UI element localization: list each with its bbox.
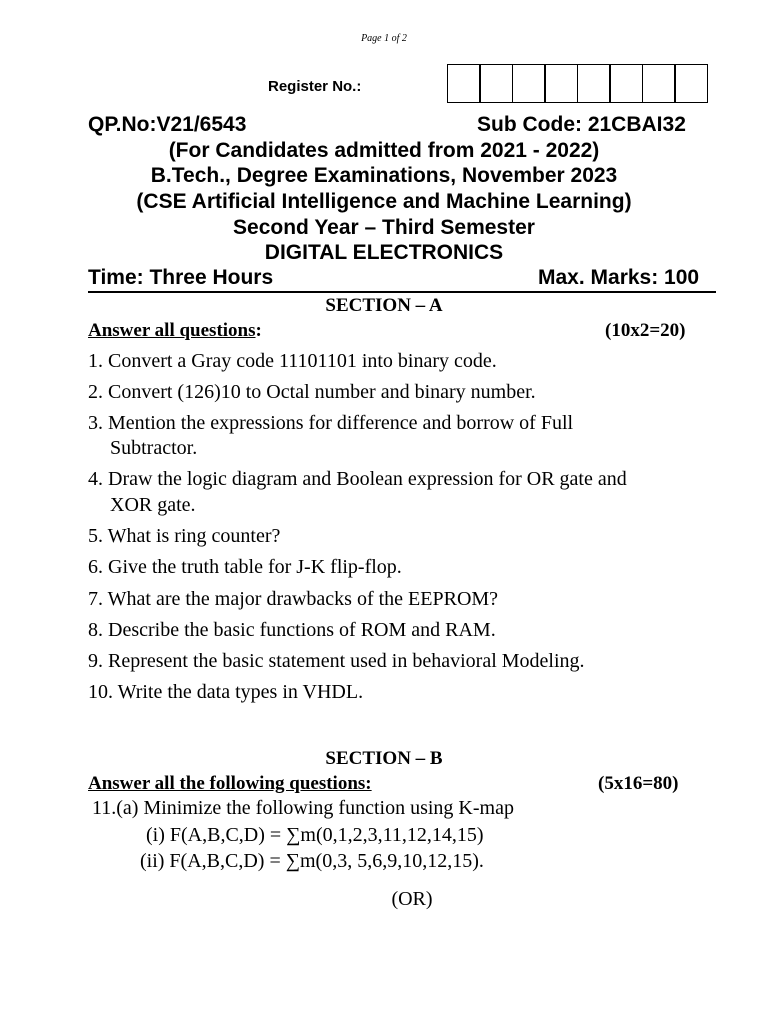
register-digit-box [544, 64, 578, 103]
question-4-continuation: XOR gate. [110, 494, 196, 516]
exam-title: B.Tech., Degree Examinations, November 2023 [150, 164, 618, 187]
question-9: 9. Represent the basic statement used in behavioral Modeling. [88, 650, 585, 672]
register-no-boxes [448, 64, 708, 103]
question-4: 4. Draw the logic diagram and Boolean expression for OR gate and [88, 468, 627, 490]
register-digit-box [577, 64, 611, 103]
question-11a: 11.(a) Minimize the following function using K-map [92, 797, 514, 819]
question-3: 3. Mention the expressions for difference and borrow of Full [88, 412, 574, 434]
subject-title: DIGITAL ELECTRONICS [264, 241, 504, 264]
register-digit-box [642, 64, 676, 103]
subject-code: Sub Code: 21CBAI32 [477, 113, 686, 136]
max-marks: Max. Marks: 100 [538, 266, 700, 289]
section-b-instruction-text: Answer all the following questions: [88, 773, 372, 794]
register-digit-box [609, 64, 643, 103]
section-b-marks: (5x16=80) [598, 773, 679, 794]
question-11a-part-i: (i) F(A,B,C,D) = ∑m(0,1,2,3,11,12,14,15) [146, 824, 484, 846]
qp-number: QP.No:V21/6543 [88, 113, 247, 136]
question-6: 6. Give the truth table for J-K flip-flop. [88, 556, 402, 578]
branch-name: (CSE Artificial Intelligence and Machine Learning) [136, 190, 632, 213]
candidates-note: (For Candidates admitted from 2021 - 2022) [168, 139, 600, 162]
section-b-instruction [88, 773, 372, 795]
or-separator: (OR) [391, 888, 433, 910]
register-digit-box [447, 64, 481, 103]
year-semester: Second Year – Third Semester [233, 216, 535, 239]
register-digit-box [479, 64, 513, 103]
question-1: 1. Convert a Gray code 11101101 into binary code. [88, 350, 497, 372]
question-11a-part-ii: (ii) F(A,B,C,D) = ∑m(0,3, 5,6,9,10,12,15). [140, 850, 484, 872]
section-a-title: SECTION – A [325, 295, 443, 316]
section-a-instruction-colon: : [255, 320, 262, 341]
section-a-marks: (10x2=20) [605, 320, 686, 341]
question-10: 10. Write the data types in VHDL. [88, 681, 364, 703]
register-no-label: Register No.: [268, 78, 362, 95]
header-divider [88, 291, 716, 293]
register-digit-box [674, 64, 708, 103]
register-digit-box [512, 64, 546, 103]
page-number: Page 1 of 2 [361, 33, 407, 44]
question-3-continuation: Subtractor. [110, 437, 198, 459]
question-2: 2. Convert (126)10 to Octal number and binary number. [88, 381, 536, 403]
exam-duration: Time: Three Hours [88, 266, 274, 289]
section-b-title: SECTION – B [325, 748, 443, 769]
question-8: 8. Describe the basic functions of ROM and RAM. [88, 619, 496, 641]
question-7: 7. What are the major drawbacks of the EEPROM? [88, 588, 499, 610]
question-5: 5. What is ring counter? [88, 525, 281, 547]
section-a-instruction [88, 320, 262, 342]
section-a-instruction-text: Answer all questions [88, 320, 256, 341]
